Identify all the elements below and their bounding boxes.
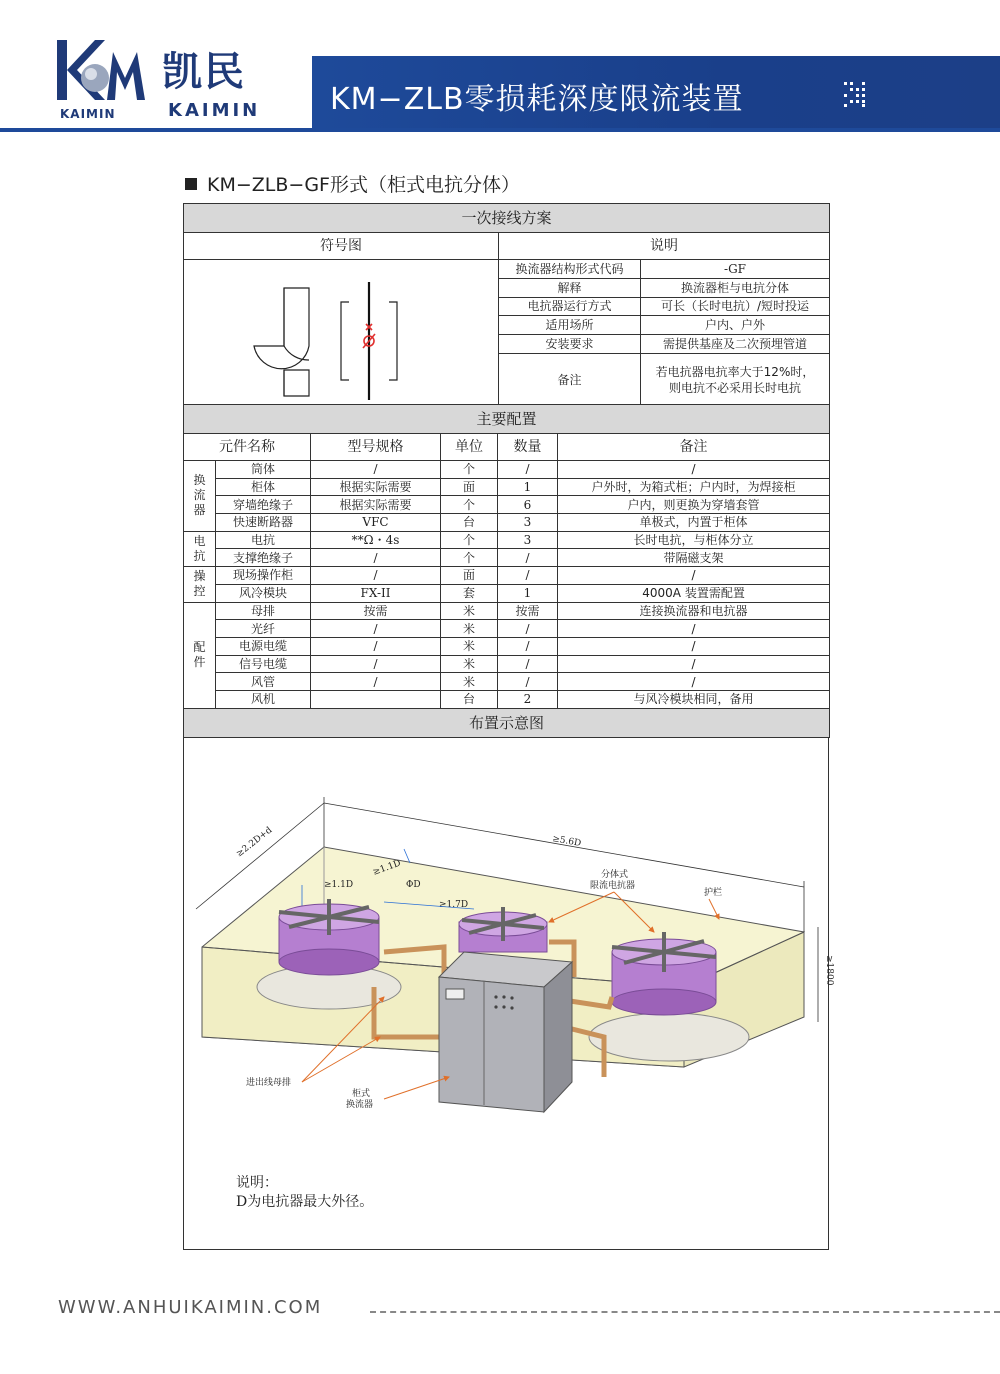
desc-header: 说明 [499,233,830,260]
item-remark: 4000A 装置需配置 [558,584,830,602]
wiring-remark-cell [641,353,830,406]
wiring-value: 若电抗器电抗率大于12%时， [655,364,815,379]
wiring-value: -GF [641,260,830,279]
section-title [185,170,520,197]
item-remark: 户内，则更换为穿墙套管 [558,496,830,514]
wiring-key: 备注 [499,353,641,406]
item-name: 风机 [216,690,311,708]
item-unit: 套 [441,584,498,602]
item-remark: / [558,461,830,479]
item-unit: 米 [441,620,498,638]
item-name: 筒体 [216,461,311,479]
wiring-table [183,203,830,407]
item-remark: / [558,673,830,691]
wiring-title: 一次接线方案 [184,204,830,233]
table-row [184,478,830,496]
item-name: 风冷模块 [216,584,311,602]
wiring-key: 换流器结构形式代码 [499,260,641,279]
dim-spacing: ≥1.7D [439,900,469,910]
dim-length: ≥5.6D [551,834,582,850]
item-unit: 面 [441,478,498,496]
logo-cn: 凯民 [162,49,246,95]
item-name: 风管 [216,673,311,691]
item-unit: 个 [441,461,498,479]
item-name: 穿墙绝缘子 [216,496,311,514]
title-banner [312,56,1000,130]
table-row [184,620,830,638]
item-spec [311,690,441,708]
label-cabinet-line2: 换流器 [346,1100,374,1110]
item-spec: **Ω・4s [311,531,441,549]
label-busbar: 进出线母排 [246,1078,292,1088]
item-unit: 米 [441,673,498,691]
table-row [184,567,830,585]
item-qty: 2 [498,690,558,708]
symbol-header: 符号图 [184,233,499,260]
table-row [184,514,830,532]
dots-decoration-icon [842,80,872,110]
col-header: 数量 [498,434,558,461]
item-unit: 米 [441,602,498,620]
item-spec: / [311,655,441,673]
item-qty: / [498,549,558,567]
logo-en: KAIMIN [168,100,261,121]
item-spec: / [311,673,441,691]
config-table [183,404,830,738]
item-unit: 台 [441,690,498,708]
item-name: 现场操作柜 [216,567,311,585]
page-header [0,0,1000,135]
item-qty: / [498,655,558,673]
item-spec: 按需 [311,602,441,620]
notes-title: 说明： [236,1175,278,1191]
item-unit: 米 [441,655,498,673]
square-bullet-icon [185,178,197,190]
item-remark: 连接换流器和电抗器 [558,602,830,620]
wiring-value: 需提供基座及二次预埋管道 [641,335,830,354]
notes-text: D为电抗器最大外径。 [236,1194,374,1210]
item-remark: 户外时，为箱式柜；户内时，为焊接柜 [558,478,830,496]
col-header: 型号规格 [311,434,441,461]
table-row [184,496,830,514]
item-remark: 与风冷模块相同，备用 [558,690,830,708]
layout-notes [236,1174,373,1212]
item-name: 快速断路器 [216,514,311,532]
item-qty: 6 [498,496,558,514]
item-name: 电抗 [216,531,311,549]
item-qty: 3 [498,514,558,532]
label-reactor-line1: 分体式 [601,870,629,880]
item-unit: 台 [441,514,498,532]
kaimin-logo-icon [55,38,150,108]
table-row [184,461,830,479]
col-header: 备注 [558,434,830,461]
banner-underline [0,128,1000,132]
banner-title: KM−ZLB零损耗深度限流装置 [330,82,744,117]
wiring-key: 适用场所 [499,316,641,335]
item-qty: 按需 [498,602,558,620]
item-unit: 个 [441,549,498,567]
footer-divider [370,1311,1000,1313]
item-remark: / [558,620,830,638]
item-unit: 米 [441,637,498,655]
item-qty: 3 [498,531,558,549]
item-qty: 1 [498,478,558,496]
table-row [184,549,830,567]
item-unit: 个 [441,496,498,514]
wiring-symbol-diagram [184,260,499,402]
section-title-text: KM−ZLB−GF形式（柜式电抗分体） [207,174,520,196]
table-row [184,602,830,620]
item-qty: / [498,637,558,655]
item-remark: / [558,637,830,655]
footer-url[interactable]: WWW.ANHUIKAIMIN.COM [58,1297,323,1318]
item-name: 信号电缆 [216,655,311,673]
item-spec: VFC [311,514,441,532]
wiring-value-line2: 则电抗不必采用长时电抗 [669,380,802,395]
item-unit: 面 [441,567,498,585]
config-body [184,461,830,709]
dim-gap1: ≥1.1D [324,880,354,890]
label-guard: 护栏 [704,888,723,898]
item-qty: / [498,673,558,691]
table-row [184,655,830,673]
item-spec: / [311,637,441,655]
item-qty: 1 [498,584,558,602]
item-remark: / [558,567,830,585]
item-spec: / [311,620,441,638]
wiring-key: 解释 [499,278,641,297]
table-row [184,531,830,549]
layout-diagram [184,737,834,1167]
symbol-diagram-cell [184,260,499,407]
item-spec: / [311,567,441,585]
wiring-key: 安装要求 [499,335,641,354]
item-qty: / [498,567,558,585]
item-unit: 个 [441,531,498,549]
dim-height: ≥1800 [824,955,834,986]
table-row [184,584,830,602]
dim-width: ≥2.2D+d [234,825,275,860]
item-spec: FX-II [311,584,441,602]
item-spec: / [311,549,441,567]
layout-title: 布置示意图 [184,708,830,737]
group-label: 电抗 [184,531,216,566]
item-spec: / [311,461,441,479]
group-label: 操控 [184,567,216,602]
layout-diagram-frame [183,737,834,1250]
label-reactor-line2: 限流电抗器 [590,881,636,891]
group-label: 换流器 [184,461,216,532]
item-name: 电源电缆 [216,637,311,655]
item-name: 支撑绝缘子 [216,549,311,567]
item-remark: 长时电抗，与柜体分立 [558,531,830,549]
wiring-value: 换流器柜与电抗分体 [641,278,830,297]
logo-en-small: KAIMIN [60,107,116,121]
item-qty: / [498,461,558,479]
item-name: 光纤 [216,620,311,638]
item-remark: / [558,655,830,673]
col-header: 单位 [441,434,498,461]
wiring-value: 户内、户外 [641,316,830,335]
table-row [184,673,830,691]
item-remark: 单极式，内置于柜体 [558,514,830,532]
item-remark: 带隔磁支架 [558,549,830,567]
table-row [184,637,830,655]
label-cabinet-line1: 柜式 [352,1089,371,1099]
config-title: 主要配置 [184,405,830,434]
wiring-value: 可长（长时电抗）/短时投运 [641,297,830,316]
item-name: 柜体 [216,478,311,496]
item-qty: / [498,620,558,638]
wiring-key: 电抗器运行方式 [499,297,641,316]
item-name: 母排 [216,602,311,620]
group-label: 配件 [184,602,216,708]
dim-dia: ΦD [406,880,421,890]
table-row [184,690,830,708]
dim-gap2: ≥1.1D [371,858,403,878]
item-spec: 根据实际需要 [311,478,441,496]
cabinet [439,952,572,1112]
col-header: 元件名称 [184,434,311,461]
item-spec: 根据实际需要 [311,496,441,514]
